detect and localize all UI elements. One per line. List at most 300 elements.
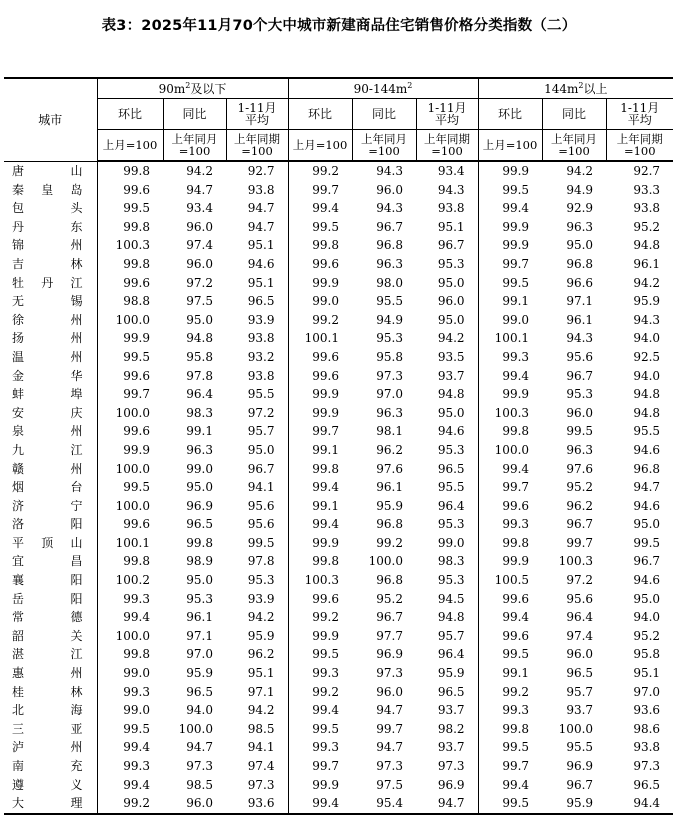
index-value: 95.3 <box>437 573 465 588</box>
index-value: 99.4 <box>478 460 542 479</box>
city-name: 泸州 <box>12 740 83 755</box>
index-value: 97.6 <box>566 461 594 476</box>
table-row <box>4 608 673 627</box>
col-header-yoy: 同比 <box>352 99 416 130</box>
index-value: 99.6 <box>478 590 542 609</box>
index-value: 99.1 <box>288 497 352 516</box>
index-value: 99.0 <box>288 292 352 311</box>
city-name: 蚌埠 <box>12 387 83 402</box>
index-value: 95.5 <box>247 387 275 402</box>
table-row <box>4 367 673 386</box>
index-value: 93.7 <box>437 740 465 755</box>
index-value: 99.9 <box>288 534 352 553</box>
table-row <box>4 627 673 646</box>
index-value: 96.5 <box>186 684 213 699</box>
index-value: 99.9 <box>478 161 542 181</box>
index-value: 97.4 <box>566 628 594 643</box>
index-value: 94.6 <box>437 424 465 439</box>
index-value: 93.8 <box>247 182 275 197</box>
index-value: 95.7 <box>566 684 594 699</box>
city-name: 大理 <box>4 794 97 814</box>
index-value: 99.7 <box>288 422 352 441</box>
city-name: 徐州 <box>12 312 83 327</box>
index-value: 99.5 <box>478 738 542 757</box>
index-value: 98.6 <box>633 721 661 736</box>
index-value: 97.1 <box>186 628 213 643</box>
index-value: 93.7 <box>437 368 465 383</box>
price-index-table <box>4 77 673 815</box>
city-name: 丹东 <box>12 219 83 234</box>
index-value: 94.7 <box>247 219 275 234</box>
index-value: 99.5 <box>97 478 163 497</box>
city-name: 常德 <box>12 610 83 625</box>
group-header-small: $90m^2$及以下 <box>97 78 288 99</box>
index-value: 96.0 <box>566 647 594 662</box>
index-value: 96.8 <box>376 517 403 532</box>
city-name: 湛江 <box>12 647 83 662</box>
index-value: 100.3 <box>558 554 594 569</box>
table-row <box>4 236 673 255</box>
index-value: 99.4 <box>97 738 163 757</box>
col-base-mom: 上月=100 <box>288 130 352 162</box>
city-name: 桂林 <box>12 684 83 699</box>
index-value: 96.7 <box>376 610 403 625</box>
index-value: 99.4 <box>288 478 352 497</box>
index-value: 99.4 <box>288 515 352 534</box>
index-value: 100.1 <box>288 329 352 348</box>
index-value: 100.0 <box>97 460 163 479</box>
index-value: 97.1 <box>247 684 275 699</box>
index-value: 96.1 <box>633 256 661 271</box>
index-value: 99.9 <box>288 385 352 404</box>
city-name: 赣州 <box>12 461 83 476</box>
index-value: 100.1 <box>478 329 542 348</box>
index-value: 95.3 <box>247 573 275 588</box>
index-value: 99.0 <box>97 701 163 720</box>
index-value: 96.6 <box>566 275 594 290</box>
table-row <box>4 218 673 237</box>
index-value: 97.2 <box>186 275 213 290</box>
index-value: 97.3 <box>376 759 403 773</box>
index-value: 96.7 <box>376 219 403 234</box>
index-value: 94.7 <box>186 182 213 197</box>
city-name: 包头 <box>12 201 83 216</box>
city-name: 惠州 <box>12 666 83 681</box>
index-value: 99.0 <box>186 461 213 476</box>
index-value: 97.1 <box>566 294 594 309</box>
index-value: 94.4 <box>606 794 673 814</box>
index-value: 95.5 <box>376 294 403 309</box>
index-value: 95.2 <box>376 591 403 606</box>
city-name: 平顶山 <box>12 535 83 550</box>
city-name: 烟台 <box>12 480 83 495</box>
col-header-mom: 环比 <box>97 99 163 130</box>
index-value: 99.7 <box>478 255 542 274</box>
index-value: 99.1 <box>288 441 352 460</box>
index-value: 97.0 <box>633 684 661 699</box>
index-value: 95.3 <box>437 442 465 457</box>
index-value: 99.9 <box>478 236 542 255</box>
table-row <box>4 571 673 590</box>
index-value: 95.6 <box>566 591 594 606</box>
index-value: 97.8 <box>247 554 275 569</box>
index-value: 96.0 <box>186 256 213 271</box>
index-value: 95.9 <box>376 498 403 513</box>
index-value: 99.6 <box>288 590 352 609</box>
table-row <box>4 720 673 739</box>
index-value: 95.3 <box>186 591 213 606</box>
index-value: 99.2 <box>97 794 163 814</box>
index-value: 95.1 <box>437 219 465 234</box>
index-value: 97.3 <box>376 666 403 681</box>
col-base-mom: 上月=100 <box>478 130 542 162</box>
index-value: 99.2 <box>288 311 352 330</box>
index-value: 99.6 <box>97 274 163 293</box>
index-value: 93.8 <box>247 331 275 346</box>
index-value: 95.0 <box>186 312 213 327</box>
col-header-avg: 1-11月 平均 <box>226 99 288 130</box>
index-value: 99.2 <box>288 683 352 702</box>
index-value: 95.8 <box>376 349 403 364</box>
index-value: 95.3 <box>437 517 465 532</box>
index-value: 99.4 <box>97 608 163 627</box>
index-value: 99.2 <box>478 683 542 702</box>
index-value: 93.3 <box>633 182 661 197</box>
index-value: 95.9 <box>247 628 275 643</box>
index-value: 96.7 <box>633 554 661 569</box>
table-row <box>4 590 673 609</box>
index-value: 99.1 <box>186 424 213 439</box>
index-value: 94.6 <box>247 256 275 271</box>
index-value: 94.2 <box>566 164 594 178</box>
index-value: 99.4 <box>478 199 542 218</box>
index-value: 100.0 <box>97 404 163 423</box>
index-value: 94.2 <box>247 703 275 718</box>
index-value: 94.0 <box>186 703 213 718</box>
index-value: 99.9 <box>478 385 542 404</box>
city-name: 襄阳 <box>12 573 83 588</box>
table-row <box>4 645 673 664</box>
city-name: 韶关 <box>12 628 83 643</box>
index-value: 100.0 <box>97 627 163 646</box>
index-value: 96.3 <box>566 442 594 457</box>
index-value: 96.0 <box>566 405 594 420</box>
index-value: 95.0 <box>186 573 213 588</box>
index-value: 99.6 <box>288 255 352 274</box>
table-row <box>4 329 673 348</box>
index-value: 95.6 <box>247 517 275 532</box>
city-name: 牡丹江 <box>12 275 83 290</box>
table-row <box>4 311 673 330</box>
index-value: 95.3 <box>437 256 465 271</box>
index-value: 99.4 <box>478 608 542 627</box>
index-value: 95.5 <box>437 480 465 495</box>
index-value: 94.8 <box>633 387 661 402</box>
index-value: 96.5 <box>247 294 275 309</box>
city-name: 三亚 <box>12 721 83 736</box>
index-value: 94.9 <box>376 312 403 327</box>
index-value: 96.3 <box>376 405 403 420</box>
index-value: 96.0 <box>376 182 403 197</box>
index-value: 93.8 <box>247 368 275 383</box>
index-value: 94.5 <box>437 591 465 606</box>
index-value: 92.7 <box>247 164 275 178</box>
index-value: 95.1 <box>633 666 661 681</box>
index-value: 100.0 <box>368 554 403 569</box>
index-value: 94.1 <box>247 740 275 755</box>
index-value: 99.4 <box>97 776 163 795</box>
index-value: 92.9 <box>566 201 594 216</box>
index-value: 96.0 <box>186 219 213 234</box>
index-value: 100.0 <box>97 311 163 330</box>
index-value: 99.5 <box>478 794 542 814</box>
index-value: 95.1 <box>247 666 275 681</box>
index-value: 94.8 <box>633 405 661 420</box>
index-value: 99.5 <box>478 181 542 200</box>
index-value: 96.8 <box>376 573 403 588</box>
index-value: 95.0 <box>437 312 465 327</box>
index-value: 97.4 <box>247 759 275 773</box>
index-value: 93.8 <box>633 740 661 755</box>
col-base-yoy: 上年同月 =100 <box>542 130 606 162</box>
col-header-mom: 环比 <box>478 99 542 130</box>
index-value: 96.9 <box>376 647 403 662</box>
index-value: 93.5 <box>437 349 465 364</box>
index-value: 99.5 <box>478 645 542 664</box>
table-row <box>4 757 673 776</box>
index-value: 96.2 <box>566 498 594 513</box>
index-value: 95.8 <box>633 647 661 662</box>
index-value: 94.2 <box>247 610 275 625</box>
city-name: 九江 <box>12 442 83 457</box>
index-value: 97.3 <box>376 368 403 383</box>
table-row <box>4 385 673 404</box>
table-row <box>4 794 673 814</box>
index-value: 97.3 <box>437 759 465 773</box>
page-title: 表3：2025年11月70个大中城市新建商品住宅销售价格分类指数（二） <box>101 18 577 34</box>
table-row <box>4 515 673 534</box>
index-value: 99.0 <box>478 311 542 330</box>
index-value: 98.5 <box>186 777 213 792</box>
index-value: 94.3 <box>437 182 465 197</box>
index-value: 95.7 <box>247 424 275 439</box>
table-row <box>4 255 673 274</box>
city-name: 泉州 <box>12 424 83 439</box>
index-value: 98.3 <box>186 405 213 420</box>
index-value: 94.7 <box>416 794 478 814</box>
col-header-yoy: 同比 <box>163 99 226 130</box>
index-value: 96.8 <box>376 238 403 253</box>
index-value: 95.4 <box>352 794 416 814</box>
index-value: 94.3 <box>376 201 403 216</box>
table-row <box>4 441 673 460</box>
index-value: 94.8 <box>437 610 465 625</box>
table-row <box>4 161 673 181</box>
index-value: 99.0 <box>437 535 465 550</box>
index-value: 97.4 <box>186 238 213 253</box>
index-value: 93.8 <box>633 201 661 216</box>
index-value: 96.0 <box>163 794 226 814</box>
index-value: 94.8 <box>633 238 661 253</box>
index-value: 96.4 <box>437 647 465 662</box>
index-value: 96.7 <box>566 777 594 792</box>
index-value: 96.7 <box>566 517 594 532</box>
index-value: 99.7 <box>288 181 352 200</box>
index-value: 99.5 <box>247 535 275 550</box>
index-value: 94.3 <box>633 312 661 327</box>
city-name: 金华 <box>12 368 83 383</box>
index-value: 97.3 <box>633 759 661 773</box>
city-name: 温州 <box>12 349 83 364</box>
index-value: 100.3 <box>288 571 352 590</box>
index-value: 95.0 <box>186 480 213 495</box>
index-value: 96.5 <box>633 777 661 792</box>
index-value: 95.3 <box>566 387 594 402</box>
index-value: 93.7 <box>437 703 465 718</box>
index-value: 99.6 <box>478 627 542 646</box>
index-value: 96.2 <box>376 442 403 457</box>
index-value: 94.3 <box>376 164 403 178</box>
col-header-avg: 1-11月 平均 <box>416 99 478 130</box>
col-header-avg: 1-11月 平均 <box>606 99 673 130</box>
city-name: 唐山 <box>12 163 83 178</box>
index-value: 96.4 <box>186 387 213 402</box>
index-value: 99.6 <box>97 515 163 534</box>
index-value: 99.5 <box>633 535 661 550</box>
index-value: 94.8 <box>437 387 465 402</box>
index-value: 99.9 <box>288 274 352 293</box>
index-value: 96.5 <box>437 461 465 476</box>
table-row <box>4 497 673 516</box>
index-value: 99.3 <box>478 348 542 367</box>
index-value: 94.6 <box>633 498 661 513</box>
col-base-yoy: 上年同月 =100 <box>163 130 226 162</box>
index-value: 99.8 <box>97 645 163 664</box>
index-value: 96.8 <box>633 461 661 476</box>
index-value: 99.6 <box>288 367 352 386</box>
index-value: 95.1 <box>247 275 275 290</box>
index-value: 97.8 <box>186 368 213 383</box>
index-value: 99.5 <box>566 424 594 439</box>
index-value: 97.7 <box>376 628 403 643</box>
index-value: 99.5 <box>288 720 352 739</box>
city-name: 南充 <box>12 759 83 773</box>
index-value: 99.3 <box>288 738 352 757</box>
table-header <box>4 78 673 161</box>
index-value: 95.6 <box>247 498 275 513</box>
index-value: 99.9 <box>97 329 163 348</box>
index-value: 96.1 <box>566 312 594 327</box>
index-value: 95.6 <box>566 349 594 364</box>
index-value: 99.9 <box>478 552 542 571</box>
index-value: 92.5 <box>633 349 661 364</box>
index-value: 96.3 <box>566 219 594 234</box>
index-value: 95.9 <box>542 794 606 814</box>
index-value: 97.6 <box>376 461 403 476</box>
index-value: 100.0 <box>558 721 594 736</box>
index-value: 97.0 <box>376 387 403 402</box>
index-value: 95.1 <box>247 238 275 253</box>
col-base-mom: 上月=100 <box>97 130 163 162</box>
index-value: 99.2 <box>288 608 352 627</box>
table-row <box>4 738 673 757</box>
index-value: 94.7 <box>247 201 275 216</box>
table-body <box>4 161 673 814</box>
index-value: 95.3 <box>376 331 403 346</box>
table-row <box>4 348 673 367</box>
index-value: 99.4 <box>288 701 352 720</box>
index-value: 94.7 <box>376 740 403 755</box>
table-row <box>4 776 673 795</box>
index-value: 96.0 <box>376 684 403 699</box>
index-value: 96.1 <box>186 610 213 625</box>
index-value: 93.4 <box>186 201 213 216</box>
index-value: 98.0 <box>376 275 403 290</box>
index-value: 93.6 <box>226 794 288 814</box>
index-value: 99.3 <box>97 590 163 609</box>
index-value: 99.7 <box>566 535 594 550</box>
index-value: 97.0 <box>186 647 213 662</box>
index-value: 95.0 <box>633 517 661 532</box>
index-value: 99.8 <box>478 720 542 739</box>
index-value: 94.6 <box>633 573 661 588</box>
index-value: 99.8 <box>478 422 542 441</box>
index-value: 96.5 <box>437 684 465 699</box>
city-name: 扬州 <box>12 331 83 346</box>
index-value: 99.2 <box>288 161 352 181</box>
index-value: 99.3 <box>478 515 542 534</box>
index-value: 97.5 <box>186 294 213 309</box>
index-value: 93.8 <box>437 201 465 216</box>
city-name: 岳阳 <box>12 591 83 606</box>
index-value: 97.5 <box>376 777 403 792</box>
table-row <box>4 422 673 441</box>
index-value: 99.7 <box>288 757 352 776</box>
index-value: 100.1 <box>97 534 163 553</box>
index-value: 100.0 <box>478 441 542 460</box>
city-name: 宜昌 <box>12 554 83 569</box>
table-row <box>4 181 673 200</box>
index-value: 95.9 <box>437 666 465 681</box>
index-value: 99.9 <box>288 776 352 795</box>
index-value: 98.2 <box>437 721 465 736</box>
index-value: 98.5 <box>247 721 275 736</box>
table-row <box>4 404 673 423</box>
index-value: 94.0 <box>633 368 661 383</box>
table-row <box>4 292 673 311</box>
index-value: 99.7 <box>478 478 542 497</box>
index-value: 94.2 <box>633 275 661 290</box>
index-value: 100.3 <box>478 404 542 423</box>
index-value: 96.3 <box>376 256 403 271</box>
index-value: 99.5 <box>478 274 542 293</box>
index-value: 95.5 <box>633 424 661 439</box>
index-value: 93.9 <box>247 312 275 327</box>
index-value: 98.9 <box>186 554 213 569</box>
col-header-yoy: 同比 <box>542 99 606 130</box>
index-value: 95.2 <box>566 480 594 495</box>
index-value: 95.2 <box>633 219 661 234</box>
index-value: 99.8 <box>288 552 352 571</box>
city-name: 吉林 <box>12 256 83 271</box>
index-value: 99.3 <box>288 664 352 683</box>
group-header-large: $144m^2$以上 <box>478 78 673 99</box>
city-name: 济宁 <box>12 498 83 513</box>
index-value: 94.6 <box>633 442 661 457</box>
table-row <box>4 478 673 497</box>
index-value: 95.0 <box>247 442 275 457</box>
index-value: 100.0 <box>178 721 213 736</box>
